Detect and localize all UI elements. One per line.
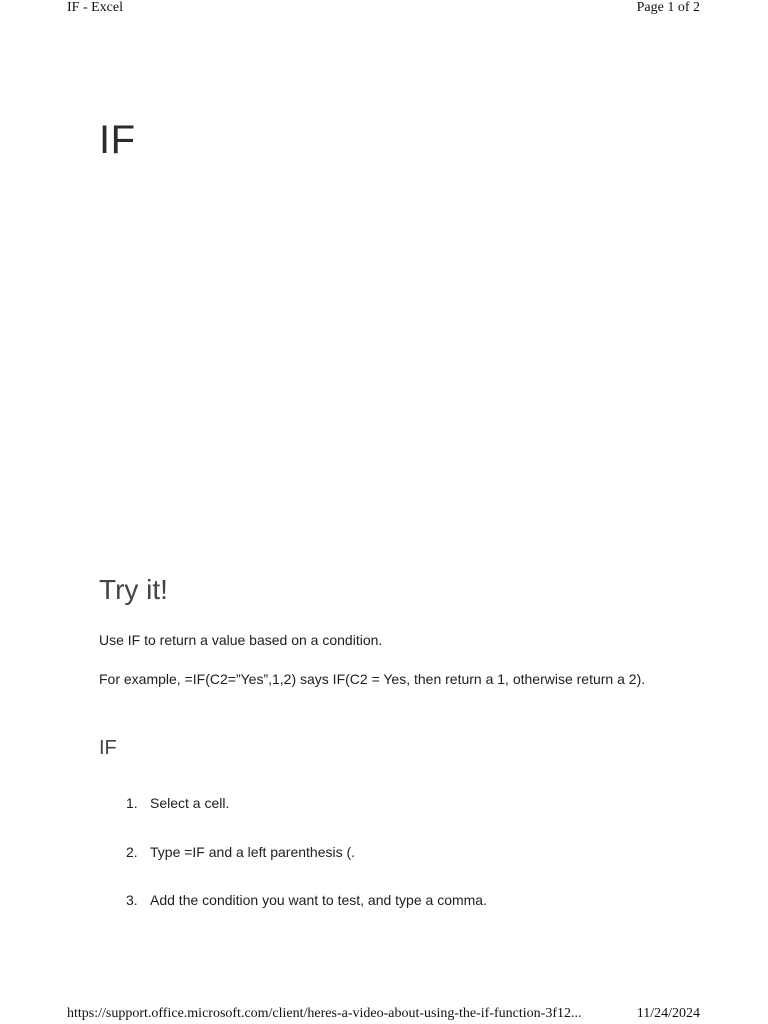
- step-number: 3.: [126, 892, 138, 908]
- page-title: IF: [99, 118, 136, 162]
- document-title: IF - Excel: [67, 0, 123, 15]
- print-footer: [67, 1006, 700, 1022]
- example-paragraph: For example, =IF(C2=”Yes”,1,2) says IF(C2 = Yes, then return a 1, otherwise return a 2).: [99, 671, 646, 687]
- step-text: Type =IF and a left parenthesis (.: [150, 844, 356, 860]
- step-text: Add the condition you want to test, and type a comma.: [150, 892, 487, 908]
- step-text: Select a cell.: [150, 795, 230, 811]
- try-it-heading: Try it!: [99, 574, 168, 605]
- page-indicator: Page 1 of 2: [636, 0, 700, 15]
- video-placeholder: [99, 200, 699, 540]
- step-number: 2.: [126, 844, 138, 860]
- intro-paragraph: Use IF to return a value based on a condition.: [99, 632, 383, 648]
- print-date: 11/24/2024: [636, 1006, 700, 1021]
- if-section-heading: IF: [99, 737, 117, 759]
- source-url: https://support.office.microsoft.com/client/heres-a-video-about-using-the-if-function-3f12...: [67, 1006, 582, 1021]
- step-number: 1.: [126, 795, 138, 811]
- print-header: [67, 0, 700, 16]
